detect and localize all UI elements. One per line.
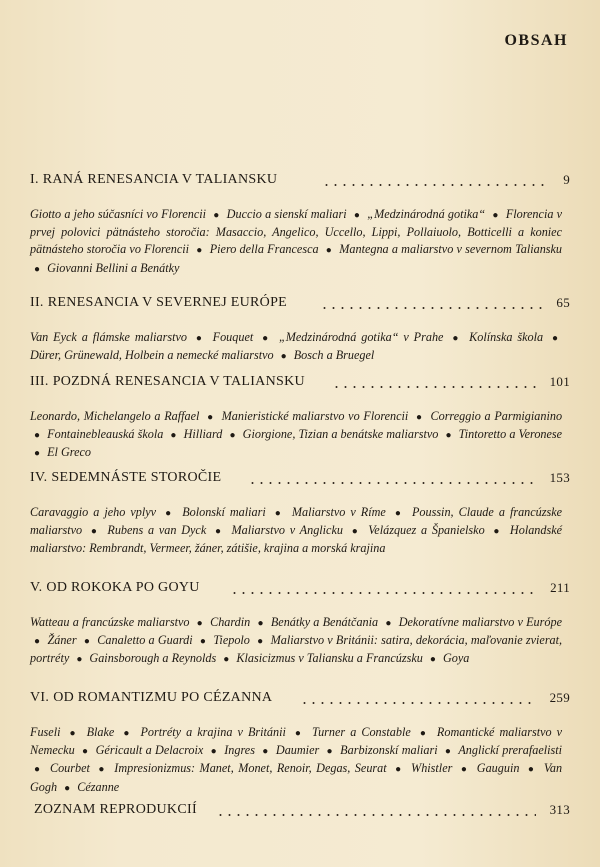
topic-item: Courbet [49,761,90,776]
topic-item: Klasicizmus v Taliansku a Francúzsku [236,651,423,666]
bullet-separator: ● [280,351,287,363]
chapter-title: OD ROKOKA PO GOYU [46,580,200,595]
topic-item: Holandské maliarstvo: Rembrandt, Vermeer, žáner, zátišie, krajina a morská krajina [30,523,563,556]
bullet-separator: ● [34,448,41,460]
bullet-separator: ● [229,430,236,442]
chapter-page-number: 9 [563,172,570,187]
page-title: OBSAH [504,32,568,49]
bullet-separator: ● [196,618,203,629]
chapter-topics [30,724,562,797]
chapter-heading [30,295,570,315]
topic-item: Barbizonskí maliari [340,743,438,758]
dot-leader [332,386,536,388]
topic-item: Impresionizmus: Manet, Monet, Renoir, Degas, Seurat [114,761,387,776]
topic-item: Anglickí prerafaelisti [458,743,563,758]
topic-item: Turner a Constable [311,725,411,739]
topic-item: Dürer, Grünewald, Holbein a nemecké maliarstvo [30,348,274,363]
topic-item: Poussin, Claude a francúzske maliarstvo [30,505,563,538]
bullet-separator: ● [551,333,559,344]
bullet-separator: ● [34,636,41,648]
chapter-heading [30,802,570,822]
chapter-page-number: 259 [549,690,570,705]
bullet-separator: ● [351,526,360,538]
bullet-separator: ● [429,654,436,666]
dot-leader [216,814,536,816]
bullet-separator: ● [460,764,469,776]
topic-item: Van Gogh [30,761,563,794]
topic-item: Piero della Francesca [209,242,319,257]
bullet-separator: ● [257,636,264,648]
toc-chapter-6 [30,690,570,797]
bullet-separator: ● [353,210,361,221]
chapter-page-number: 313 [549,802,570,817]
bullet-separator: ● [165,508,174,519]
bullet-separator: ● [64,782,71,794]
chapter-numeral: I. [30,172,39,187]
dot-leader [300,702,536,704]
topic-item: Mantegna a maliarstvo v severnom Taliansku [339,242,563,257]
bullet-separator: ● [493,526,502,538]
bullet-separator: ● [213,210,220,221]
topic-item: Blake [86,725,115,739]
bullet-separator: ● [34,764,42,776]
bullet-separator: ● [527,764,536,776]
topic-item: Dekoratívne maliarstvo v Európe [398,615,562,629]
topic-item: Fouquet [212,330,254,344]
chapter-heading [30,690,570,710]
bullet-separator: ● [98,764,106,776]
topic-item: El Greco [47,445,91,460]
topic-item: Bolonskí maliari [182,505,266,519]
chapter-title: OD ROMANTIZMU PO CÉZANNA [53,690,273,705]
toc-chapter-1 [30,172,570,278]
topic-item: Ingres [224,743,255,758]
topic-item: Manieristické maliarstvo vo Florencii [221,409,409,423]
chapter-numeral: III. [30,374,49,389]
bullet-separator: ● [385,618,392,629]
topic-item: Maliarstvo v Británii: satira, dekorácia, maľovanie zvierat, portréty [30,633,563,666]
bullet-separator: ● [419,728,428,739]
bullet-separator: ● [326,746,333,758]
bullet-separator: ● [274,508,283,519]
chapter-page-number: 153 [549,470,570,485]
topic-item: Caravaggio a jeho vplyv [30,505,157,519]
bullet-separator: ● [492,210,499,221]
bullet-separator: ● [257,618,264,629]
bullet-separator: ● [445,430,452,442]
topic-item: Duccio a sienskí maliari [226,207,347,221]
toc-chapter-3 [30,374,570,463]
topic-item: Goya [442,651,470,666]
topic-item: „Medzinárodná gotika“ v Prahe [278,330,444,344]
chapter-heading [30,374,570,394]
bullet-separator: ● [90,526,99,538]
bullet-separator: ● [210,746,217,758]
chapter-topics [30,206,562,278]
topic-item: Gauguin [476,761,520,776]
toc-chapter-2 [30,295,570,365]
chapter-topics [30,408,562,463]
topic-item: Chardin [210,615,251,629]
bullet-separator: ● [81,746,89,758]
bullet-separator: ● [416,412,423,423]
chapter-title: POZDNÁ RENESANCIA V TALIANSKU [52,374,305,389]
bullet-separator: ● [170,430,177,442]
topic-item: Bosch a Bruegel [293,348,375,363]
chapter-title: ZOZNAM REPRODUKCIÍ [34,802,197,817]
bullet-separator: ● [452,333,461,344]
topic-item: Žáner [47,633,77,648]
bullet-separator: ● [395,764,403,776]
chapter-topics [30,614,562,669]
bullet-separator: ● [294,728,303,739]
chapter-page-number: 65 [556,295,570,310]
topic-item: Tintoretto a Veronese [458,427,563,442]
toc-chapter-7 [30,802,570,822]
bullet-separator: ● [195,333,204,344]
dot-leader [320,307,542,309]
topic-item: Maliarstvo v Ríme [291,505,386,519]
bullet-separator: ● [34,263,41,275]
bullet-separator: ● [325,245,333,257]
chapter-numeral: IV. [30,470,48,485]
chapter-topics [30,504,562,558]
chapter-title: SEDEMNÁSTE STOROČIE [51,470,222,485]
dot-leader [322,184,544,186]
bullet-separator: ● [76,654,83,666]
topic-item: Van Eyck a flámske maliarstvo [30,330,187,344]
chapter-page-number: 101 [549,374,570,389]
bullet-separator: ● [123,728,132,739]
bullet-separator: ● [394,508,403,519]
topic-item: Maliarstvo v Anglicku [231,523,343,538]
topic-item: Giovanni Bellini a Benátky [47,260,180,275]
bullet-separator: ● [83,636,91,648]
chapter-numeral: II. [30,295,44,310]
topic-item: Cézanne [77,779,120,794]
topic-item: Giotto a jeho súčasníci vo Florencii [30,207,207,221]
chapter-heading [30,470,570,490]
topic-item: Daumier [275,743,320,758]
topic-item: Hilliard [183,427,223,442]
chapter-numeral: V. [30,580,43,595]
topic-item: Fuseli [30,725,61,739]
bullet-separator: ● [196,245,203,257]
topic-item: Portréty a krajina v Británii [140,725,286,739]
bullet-separator: ● [262,746,269,758]
bullet-separator: ● [444,746,452,758]
toc-chapter-4 [30,470,570,558]
topic-item: Benátky a Benátčania [270,615,379,629]
chapter-page-number: 211 [550,580,570,595]
topic-item: Whistler [411,761,453,776]
topic-item: Géricault a Delacroix [95,743,204,758]
topic-item: Leonardo, Michelangelo a Raffael [30,409,200,423]
bullet-separator: ● [223,654,230,666]
chapter-topics [30,329,562,365]
dot-leader [248,482,536,484]
bullet-separator: ● [34,430,41,442]
topic-item: Canaletto a Guardi [97,633,193,648]
chapter-title: RANÁ RENESANCIA V TALIANSKU [42,172,278,187]
bullet-separator: ● [199,636,207,648]
topic-item: Gainsborough a Reynolds [89,651,217,666]
topic-item: Watteau a francúzske maliarstvo [30,615,190,629]
topic-item: Kolínska škola [469,330,544,344]
chapter-heading [30,172,570,192]
bullet-separator: ● [214,526,223,538]
topic-item: Rubens a van Dyck [107,523,207,538]
bullet-separator: ● [207,412,214,423]
topic-item: Florencia v prvej polovici pätnásteho storočia: Masaccio, Angelico, Uccello, Lippi, Pollaiuolo, Botticelli a koniec pätnásteho storočia vo Florencii [30,207,563,257]
dot-leader [230,592,538,594]
topic-item: Fontainebleauská škola [47,427,164,442]
topic-item: Correggio a Parmigianino [430,409,563,423]
topic-item: Velázquez a Španielsko [368,523,485,538]
topic-item: „Medzinárodná gotika“ [367,207,486,221]
topic-item: Tiepolo [213,633,250,648]
bullet-separator: ● [262,333,271,344]
chapter-heading [30,580,570,600]
topic-item: Giorgione, Tizian a benátske maliarstvo [242,427,439,442]
chapter-title: RENESANCIA V SEVERNEJ EURÓPE [47,295,288,310]
topic-item: Romantické maliarstvo v Nemecku [30,725,563,758]
chapter-numeral: VI. [30,690,50,705]
bullet-separator: ● [69,728,78,739]
toc-chapter-5 [30,580,570,669]
